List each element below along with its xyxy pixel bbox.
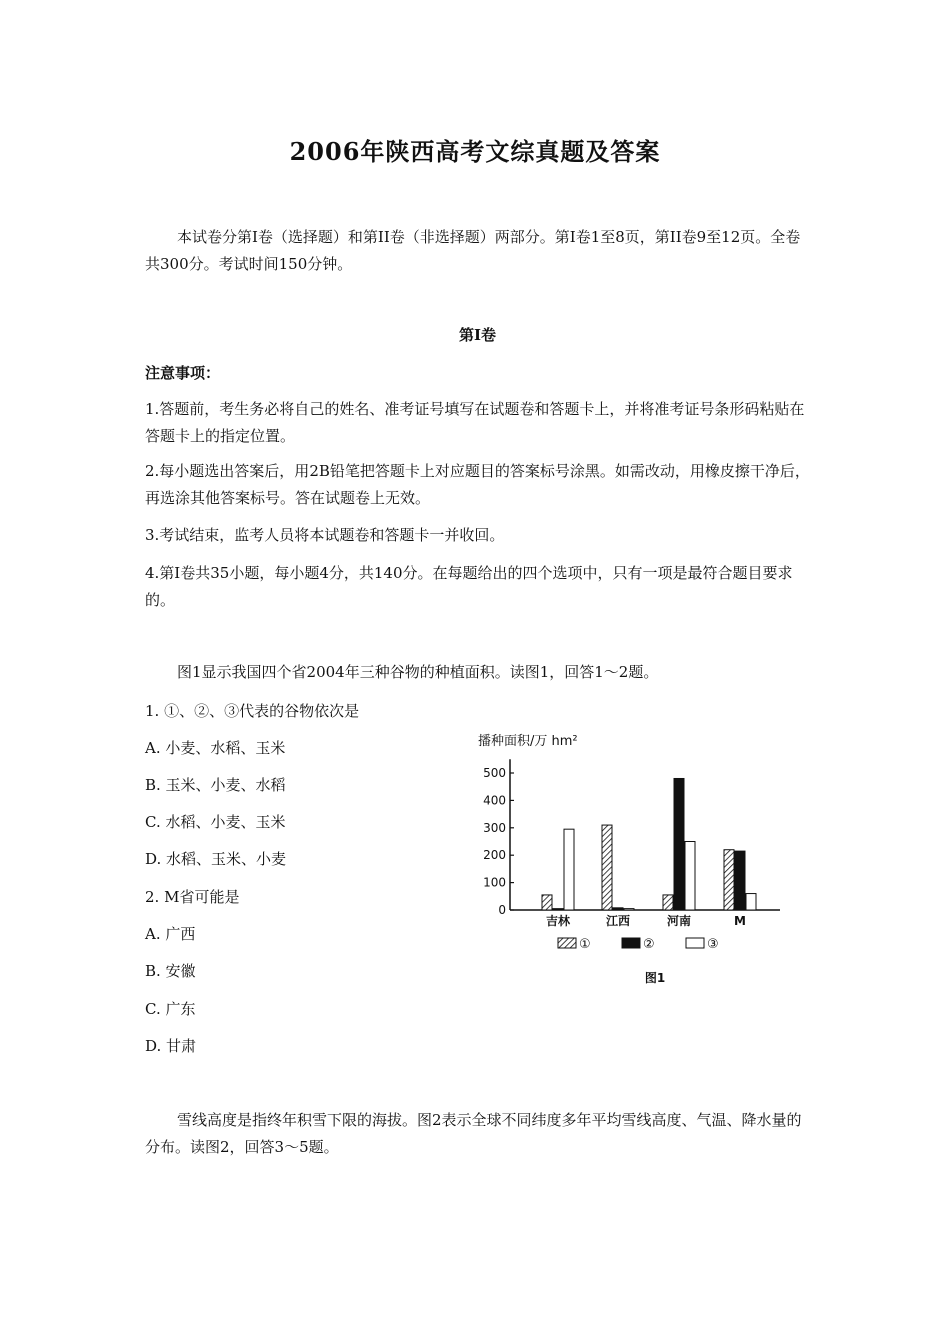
intro-paragraph: 本试卷分第I卷（选择题）和第II卷（非选择题）两部分。第I卷1至8页，第II卷9至12页。全卷共300分。考试时间150分钟。 xyxy=(145,228,801,273)
bar-吉林-series-1 xyxy=(542,895,552,910)
question-1-stem: 1. ①、②、③代表的谷物依次是 xyxy=(145,702,360,720)
x-tick-label: 河南 xyxy=(666,914,692,928)
legend-label: ③ xyxy=(707,937,719,952)
notice-heading: 注意事项： xyxy=(145,364,221,382)
question-2-option: B. 安徽 xyxy=(145,962,196,980)
bar-江西-series-3 xyxy=(624,909,634,910)
bar-吉林-series-3 xyxy=(564,829,574,910)
bar-江西-series-2 xyxy=(613,908,623,910)
notice-item: 4.第I卷共35小题，每小题4分，共140分。在每题给出的四个选项中，只有一项是最符合题目要求的。 xyxy=(145,564,793,609)
notice-item: 1.答题前，考生务必将自己的姓名、准考证号填写在试题卷和答题卡上，并将准考证号条形码粘贴在答题卡上的指定位置。 xyxy=(145,400,805,445)
x-tick-label: 吉林 xyxy=(545,914,571,928)
fig2-intro: 雪线高度是指终年积雪下限的海拔。图2表示全球不同纬度多年平均雪线高度、气温、降水量的分布。读图2，回答3～5题。 xyxy=(145,1111,802,1156)
fig1-intro: 图1显示我国四个省2004年三种谷物的种植面积。读图1，回答1～2题。 xyxy=(177,663,659,681)
bar-江西-series-1 xyxy=(602,825,612,910)
question-2-option: D. 甘肃 xyxy=(145,1037,197,1055)
bar-M-series-2 xyxy=(735,851,745,910)
question-2-option: A. 广西 xyxy=(145,925,196,943)
y-tick-label: 500 xyxy=(483,766,506,780)
bar-河南-series-3 xyxy=(685,842,695,911)
y-tick-label: 300 xyxy=(483,820,506,835)
bar-M-series-1 xyxy=(724,850,734,910)
y-tick-label: 0 xyxy=(498,903,506,917)
legend-swatch xyxy=(558,938,576,948)
figure-caption: 图1 xyxy=(644,971,666,985)
legend-swatch xyxy=(622,938,640,948)
question-2-option: C. 广东 xyxy=(145,1000,196,1018)
question-1-option: D. 水稻、玉米、小麦 xyxy=(145,850,287,868)
legend-label: ① xyxy=(579,937,591,952)
legend-swatch xyxy=(686,938,704,948)
bar-河南-series-2 xyxy=(674,778,684,910)
section-title: 第I卷 xyxy=(458,326,497,344)
figure-1-bar-chart xyxy=(470,725,790,995)
bar-吉林-series-2 xyxy=(553,909,563,910)
x-tick-label: M xyxy=(734,914,746,928)
bar-M-series-3 xyxy=(746,894,756,910)
legend-label: ② xyxy=(643,937,655,952)
y-axis-label: 播种面积/万 hm² xyxy=(478,734,578,749)
bar-河南-series-1 xyxy=(663,895,673,910)
x-tick-label: 江西 xyxy=(605,914,631,928)
y-tick-label: 400 xyxy=(483,793,506,808)
y-tick-label: 100 xyxy=(483,875,506,890)
page-title: 2006年陕西高考文综真题及答案 xyxy=(289,137,661,166)
notice-item: 2.每小题选出答案后，用2B铅笔把答题卡上对应题目的答案标号涂黑。如需改动，用橡皮擦干净后，再选涂其他答案标号。答在试题卷上无效。 xyxy=(145,462,810,507)
question-2-stem: 2. M省可能是 xyxy=(145,888,240,906)
question-1-option: C. 水稻、小麦、玉米 xyxy=(145,813,286,831)
question-1-option: B. 玉米、小麦、水稻 xyxy=(145,776,286,794)
notice-item: 3.考试结束，监考人员将本试题卷和答题卡一并收回。 xyxy=(145,526,505,544)
question-1-option: A. 小麦、水稻、玉米 xyxy=(145,739,286,757)
y-tick-label: 200 xyxy=(483,848,506,863)
